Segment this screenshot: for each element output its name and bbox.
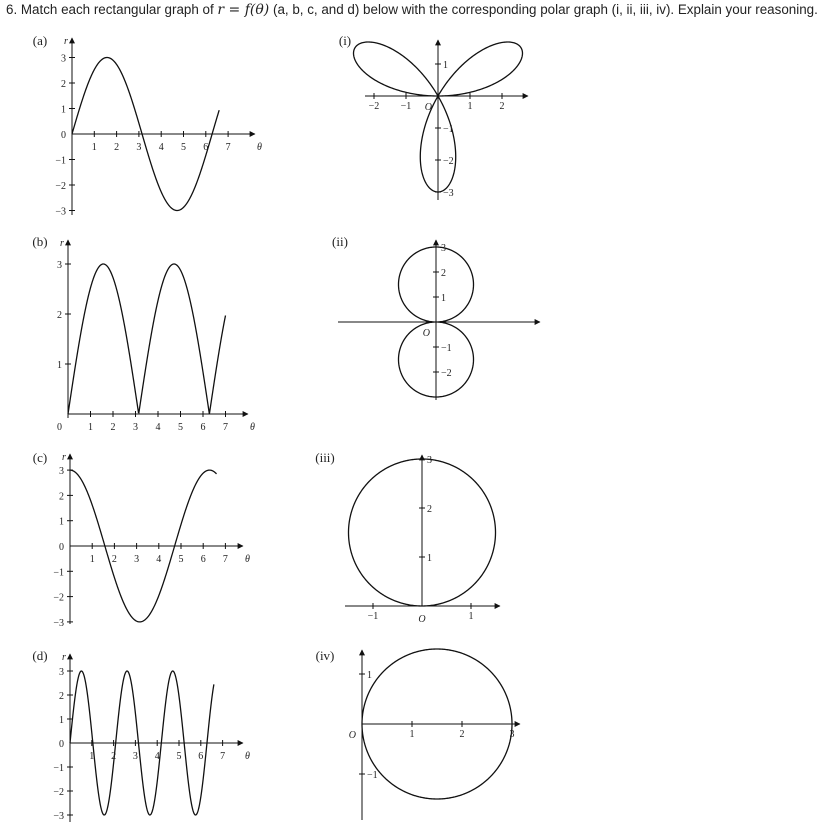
rect-2-x-tick-label: 3 [134, 554, 140, 565]
rect-1-x-tick-label: 6 [200, 422, 206, 433]
polar-2-x-tick-label: 1 [468, 611, 474, 622]
rect-0-y-tick-label: 2 [61, 79, 66, 90]
rect-2-y-tick-label: −3 [53, 617, 64, 629]
rect-3-y-tick-label: 1 [59, 715, 64, 726]
polar-0-y-tick-label: 1 [443, 60, 448, 71]
rect-0-x-axis-label: θ [257, 142, 262, 153]
rect-3-y-axis-label: r [62, 652, 66, 663]
rect-2-y-tick-label: 0 [59, 542, 64, 553]
polar-3-y-tick-label: 1 [367, 670, 372, 681]
rect-2-y-axis-label: r [62, 452, 66, 463]
polar-1-label: (ii) [332, 234, 348, 249]
rect-1-x-tick-label: 2 [110, 422, 116, 433]
polar-3-y-tick-label: −1 [367, 770, 378, 781]
rect-0-x-tick-label: 6 [203, 142, 209, 153]
rect-0-y-tick-label: −2 [55, 181, 66, 192]
rect-0-x-tick-label: 2 [114, 142, 120, 153]
polar-0-y-tick-label: −3 [443, 188, 454, 199]
rect-2-x-tick-label: 2 [111, 554, 117, 565]
rect-2-y-tick-label: 2 [59, 491, 64, 503]
polar-1-y-tick-label: 1 [441, 293, 446, 304]
polar-3-label: (iv) [315, 648, 335, 663]
polar-2-y-tick-label: 2 [427, 504, 432, 515]
rect-3-y-tick-label: 0 [59, 739, 64, 750]
rect-0-x-tick-label: 5 [181, 142, 186, 153]
rect-2-x-tick-label: 6 [200, 554, 206, 565]
rect-3-y-tick-label: 3 [59, 667, 64, 678]
rect-3-x-tick-label: 1 [89, 751, 95, 762]
rect-2-x-tick-label: 5 [178, 554, 184, 565]
rect-3-y-tick-label: −1 [53, 763, 64, 774]
question-prefix: 6. Match each rectangular graph of [6, 2, 218, 17]
rect-1-x-tick-label: 4 [155, 422, 161, 433]
rect-0-y-tick-label: 0 [61, 130, 66, 141]
rect-2-label: (c) [32, 450, 48, 465]
polar-0-origin-label: O [424, 102, 432, 113]
polar-2-y-tick-label: 1 [427, 553, 432, 564]
rect-1-y-tick-label: 2 [57, 310, 62, 321]
rect-0-y-tick-label: −3 [55, 206, 66, 218]
polar-1-y-tick-label: −1 [441, 343, 452, 354]
rect-0-x-tick-label: 4 [158, 142, 164, 153]
rect-2-x-tick-label: 4 [156, 554, 162, 565]
rect-2-y-tick-label: −2 [53, 592, 64, 604]
rect-1-x-tick-label: 7 [223, 422, 228, 433]
rect-1-x-tick-label: 0 [57, 422, 62, 433]
rect-1-x-axis-label: θ [250, 422, 255, 433]
rect-1-x-tick-label: 3 [133, 422, 138, 433]
rect-2-x-axis-label: θ [245, 554, 250, 565]
polar-1-origin-label: O [422, 328, 430, 339]
rect-3-x-tick-label: 4 [154, 751, 160, 762]
polar-2-origin-label: O [418, 614, 426, 625]
polar-0-label: (i) [338, 33, 352, 48]
polar-3-x-tick-label: 1 [409, 729, 415, 740]
polar-0-x-tick-label: −2 [368, 101, 380, 112]
rect-2-y-tick-label: −1 [53, 567, 64, 579]
rect-1-x-tick-label: 5 [178, 422, 183, 433]
polar-3-x-tick-label: 3 [509, 729, 515, 740]
polar-2-x-tick-label: −1 [367, 611, 379, 622]
rect-3-x-tick-label: 3 [132, 751, 138, 762]
rect-3-x-tick-label: 5 [176, 751, 182, 762]
polar-3-origin-label: O [348, 730, 356, 741]
polar-2-y-tick-label: 3 [427, 455, 432, 466]
rect-1-label: (b) [32, 234, 48, 249]
polar-2-label: (iii) [315, 450, 335, 465]
rect-3-x-tick-label: 2 [111, 751, 117, 762]
polar-0-y-tick-label: −2 [443, 156, 454, 167]
polar-0-y-tick-label: −1 [443, 124, 454, 135]
rect-3-x-tick-label: 6 [198, 751, 204, 762]
rect-3-y-tick-label: −3 [53, 811, 64, 822]
polar-0-x-tick-label: −1 [400, 101, 412, 112]
rect-1-y-tick-label: 1 [57, 360, 62, 371]
question-suffix: (a, b, c, and d) below with the corresponding polar graph (i, ii, iii, iv). Explain your reasoning. [269, 2, 818, 17]
rect-0-y-tick-label: 3 [61, 53, 66, 65]
rect-2-x-tick-label: 1 [89, 554, 95, 565]
rect-2-y-tick-label: 1 [59, 516, 64, 528]
rect-0-x-tick-label: 1 [91, 142, 97, 153]
rect-2-x-tick-label: 7 [222, 554, 228, 565]
rect-1-x-tick-label: 1 [88, 422, 93, 433]
polar-3-x-tick-label: 2 [459, 729, 465, 740]
rect-2-y-tick-label: 3 [59, 466, 64, 478]
rect-0-label: (a) [32, 33, 48, 48]
rect-3-y-tick-label: −2 [53, 787, 64, 798]
rect-0-x-tick-label: 3 [136, 142, 142, 153]
rect-0-y-tick-label: −1 [55, 155, 66, 167]
polar-1-y-tick-label: −2 [441, 368, 452, 379]
rect-3-x-tick-label: 7 [220, 751, 226, 762]
polar-1-y-tick-label: 2 [441, 268, 446, 279]
rect-0-y-tick-label: 1 [61, 104, 66, 116]
rect-3-x-axis-label: θ [245, 751, 250, 762]
polar-1-y-tick-label: 3 [441, 243, 446, 254]
rect-0-x-tick-label: 7 [225, 142, 231, 153]
rect-3-label: (d) [32, 648, 48, 663]
question-math: r = f(θ) [217, 2, 270, 18]
rect-1-y-axis-label: r [60, 238, 64, 249]
rect-0-y-axis-label: r [64, 36, 68, 47]
polar-0-x-tick-label: 2 [499, 101, 505, 112]
rect-3-y-tick-label: 2 [59, 691, 64, 702]
rect-1-curve [68, 264, 226, 414]
rect-1-y-tick-label: 3 [57, 260, 62, 271]
polar-0-x-tick-label: 1 [467, 101, 473, 112]
